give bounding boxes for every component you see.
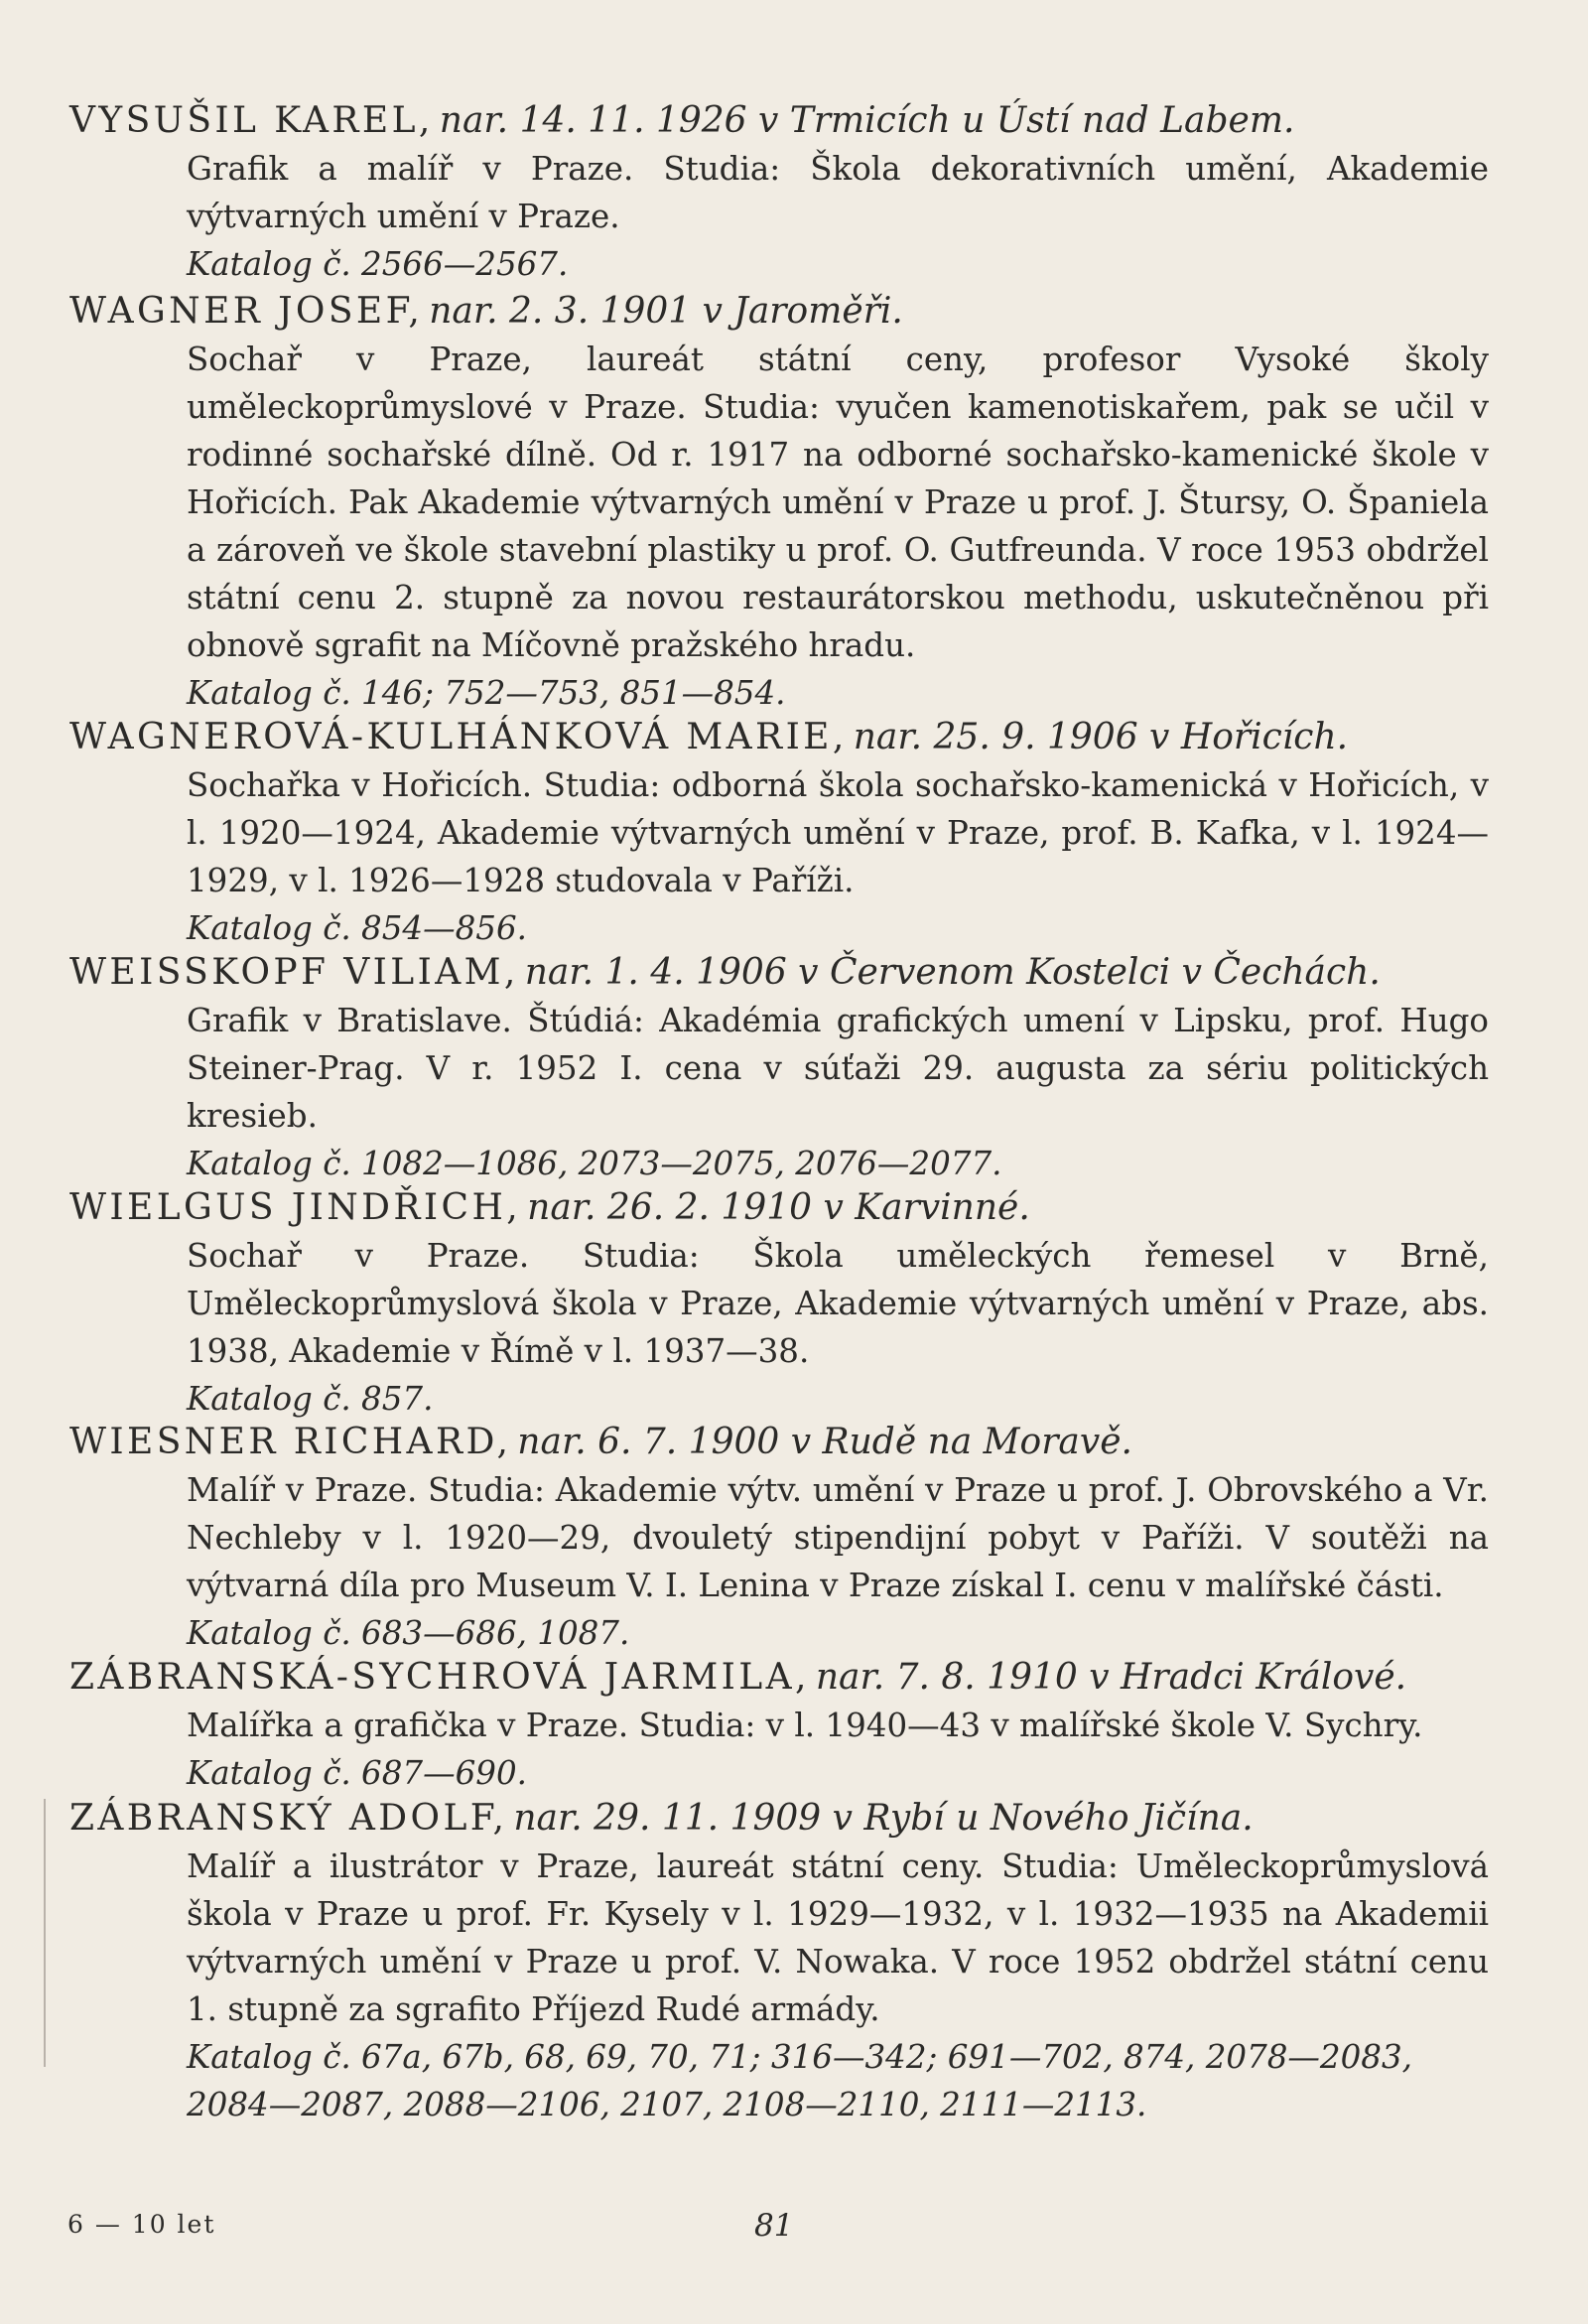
entry-bio: Grafik a malíř v Praze. Studia: Škola dekorativních umění, Akademie výtvarných umění v Praze.: [187, 150, 1489, 235]
margin-pencil-line: [44, 1799, 46, 2067]
page-number: 81: [754, 2208, 794, 2244]
birth-info: nar. 26. 2. 1910 v Karvinné.: [527, 1187, 1030, 1228]
birth-info: nar. 29. 11. 1909 v Rybí u Nového Jičína.: [513, 1798, 1254, 1839]
entry-wagner: [69, 288, 1489, 717]
catalog-ref: Katalog č. 857.: [187, 1380, 434, 1418]
birth-info: nar. 6. 7. 1900 v Rudě na Moravě.: [517, 1422, 1132, 1462]
entry-wiesner: [69, 1419, 1489, 1657]
entry-heading: [69, 949, 1489, 997]
entry-bio: Malířka a grafička v Praze. Studia: v l. 1940—43 v malířské škole V. Sychry.: [187, 1707, 1423, 1744]
entry-heading: [69, 1654, 1489, 1702]
catalog-ref: Katalog č. 687—690.: [187, 1754, 527, 1792]
entry-heading: [69, 1419, 1489, 1466]
birth-info: nar. 7. 8. 1910 v Hradci Králové.: [815, 1657, 1407, 1698]
catalog-ref: Katalog č. 1082—1086, 2073—2075, 2076—2077.: [187, 1145, 1002, 1182]
entry-bio: Malíř a ilustrátor v Praze, laureát státní ceny. Studia: Uměleckoprůmyslová škola v Praze u prof. Fr. Kysely v l. 1929—1932, v l. 1932—1935 na Akademii výtvarných umění v Praze u prof. V. Nowaka. V roce 1952 obdržel státní cenu 1. stupně za sgrafito Příjezd Rudé armády.: [187, 1847, 1489, 2028]
entry-heading: [69, 1184, 1489, 1232]
catalog-ref: Katalog č. 854—856.: [187, 909, 527, 947]
printer-signature: 6 — 10 let: [67, 2210, 216, 2239]
birth-info: nar. 2. 3. 1901 v Jaroměři.: [429, 291, 903, 332]
artist-name: ZÁBRANSKÁ-SYCHROVÁ JARMILA,: [69, 1657, 810, 1698]
entry-bio: Malíř v Praze. Studia: Akademie výtv. umění v Praze u prof. J. Obrovského a Vr. Nechleby v l. 1920—29, dvouletý stipendijní pobyt v Paříži. V soutěži na výtvarná díla pro Museum V. I. Lenina v Praze získal I. cenu v malířské části.: [187, 1471, 1489, 1604]
entry-bio: Sochař v Praze, laureát státní ceny, profesor Vysoké školy uměleckoprůmyslové v Praze. Studia: vyučen kamenotiskařem, pak se učil v rodinné sochařské dílně. Od r. 1917 na odborné sochařsko-kamenické škole v Hořicích. Pak Akademie výtvarných umění v Praze u prof. J. Štursy, O. Španiela a zároveň ve škole stavební plastiky u prof. O. Gutfreunda. V roce 1953 obdržel státní cenu 2. stupně za novou restaurátorskou methodu, uskutečněnou při obnově sgrafit na Míčovně pražského hradu.: [187, 341, 1489, 664]
entry-wagnerova: [69, 714, 1489, 952]
artist-name: WIESNER RICHARD,: [69, 1422, 512, 1462]
entry-bio: Grafik v Bratislave. Štúdiá: Akadémia grafických umení v Lipsku, prof. Hugo Steiner-Prag. V r. 1952 I. cena v súťaži 29. augusta za sériu politických kresieb.: [187, 1002, 1489, 1135]
artist-name: WEISSKOPF VILIAM,: [69, 952, 519, 993]
artist-name: ZÁBRANSKÝ ADOLF,: [69, 1798, 508, 1839]
entry-weisskopf: [69, 949, 1489, 1187]
catalog-ref: Katalog č. 67a, 67b, 68, 69, 70, 71; 316—342; 691—702, 874, 2078—2083, 2084—2087, 2088—2106, 2107, 2108—2110, 2111—2113.: [187, 2038, 1412, 2123]
artist-name: WIELGUS JINDŘICH,: [69, 1187, 522, 1228]
entry-heading: [69, 288, 1489, 336]
entry-vysusil: [69, 97, 1489, 288]
entry-zabranska: [69, 1654, 1489, 1797]
birth-info: nar. 1. 4. 1906 v Červenom Kostelci v Čechách.: [524, 952, 1381, 993]
entry-wielgus: [69, 1184, 1489, 1423]
birth-info: nar. 14. 11. 1926 v Trmicích u Ústí nad Labem.: [439, 100, 1295, 141]
entry-heading: [69, 714, 1489, 761]
catalog-ref: Katalog č. 683—686, 1087.: [187, 1614, 630, 1652]
entry-bio: Sochařka v Hořicích. Studia: odborná škola sochařsko-kamenická v Hořicích, v l. 1920—1924, Akademie výtvarných umění v Praze, prof. B. Kafka, v l. 1924—1929, v l. 1926—1928 studovala v Paříži.: [187, 766, 1489, 899]
artist-name: WAGNER JOSEF,: [69, 291, 424, 332]
entry-heading: [69, 1795, 1489, 1843]
artist-name: WAGNEROVÁ-KULHÁNKOVÁ MARIE,: [69, 717, 848, 757]
birth-info: nar. 25. 9. 1906 v Hořicích.: [853, 717, 1349, 757]
entry-heading: [69, 97, 1489, 145]
entry-bio: Sochař v Praze. Studia: Škola uměleckých řemesel v Brně, Uměleckoprůmyslová škola v Praze, Akademie výtvarných umění v Praze, abs. 1938, Akademie v Římě v l. 1937—38.: [187, 1237, 1489, 1370]
catalog-ref: Katalog č. 2566—2567.: [187, 245, 569, 283]
catalog-ref: Katalog č. 146; 752—753, 851—854.: [187, 674, 786, 712]
entry-zabransky: [69, 1795, 1489, 2128]
artist-name: VYSUŠIL KAREL,: [69, 100, 434, 141]
